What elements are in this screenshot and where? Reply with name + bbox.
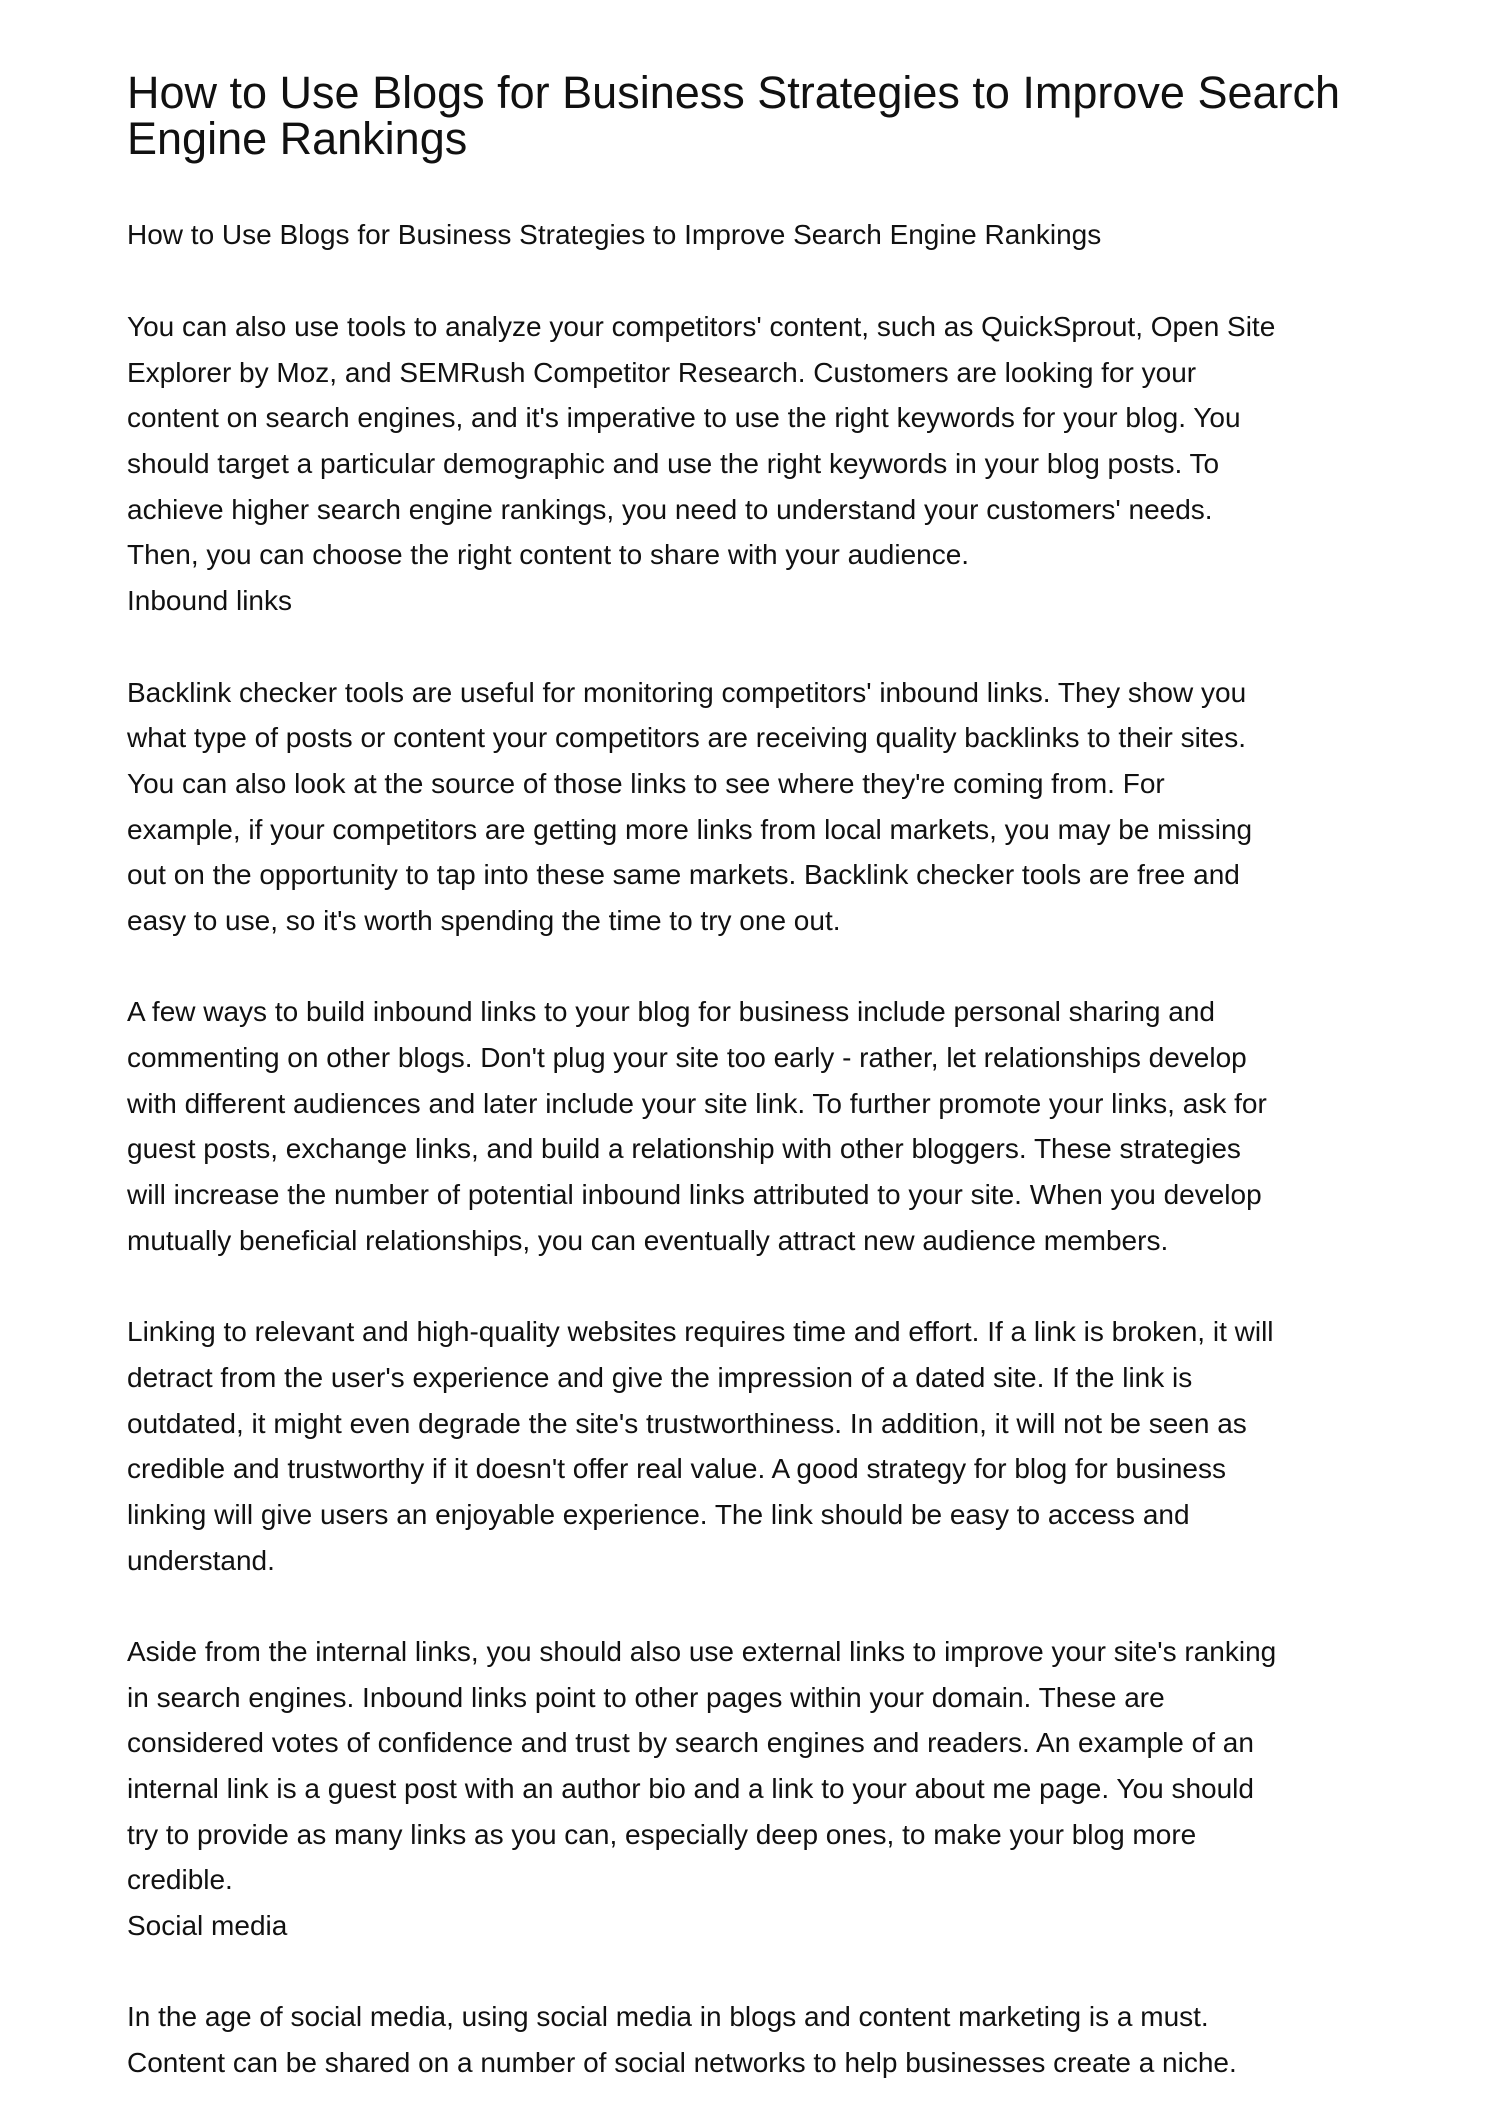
text-line: Content can be shared on a number of social networks to help businesses create a niche. — [127, 2047, 1237, 2079]
document-body — [127, 304, 1276, 2086]
text-line: Linking to relevant and high-quality websites requires time and effort. If a link is broken, it will — [127, 1316, 1274, 1348]
text-line: In the age of social media, using social media in blogs and content marketing is a must. — [127, 2001, 1209, 2033]
paragraph-spacer — [127, 624, 1276, 670]
document-title: How to Use Blogs for Business Strategies to Improve Search Engine Rankings — [127, 67, 1341, 164]
text-line: easy to use, so it's worth spending the time to try one out. — [127, 904, 841, 936]
text-line: credible and trustworthy if it doesn't offer real value. A good strategy for blog for business — [127, 1453, 1226, 1485]
text-line: Explorer by Moz, and SEMRush Competitor Research. Customers are looking for your — [127, 356, 1197, 388]
paragraph-spacer — [127, 1263, 1276, 1309]
text-line: out on the opportunity to tap into these same markets. Backlink checker tools are free and — [127, 859, 1240, 891]
text-line: guest posts, exchange links, and build a relationship with other bloggers. These strategies — [127, 1133, 1241, 1165]
text-line: try to provide as many links as you can, especially deep ones, to make your blog more — [127, 1818, 1197, 1850]
text-line: will increase the number of potential inbound links attributed to your site. When you develop — [127, 1179, 1262, 1211]
paragraph — [127, 304, 1276, 578]
document-subtitle: How to Use Blogs for Business Strategies to Improve Search Engine Rankings — [127, 219, 1102, 250]
text-line: example, if your competitors are getting more links from local markets, you may be missing — [127, 813, 1253, 845]
text-line: Inbound links — [127, 585, 293, 617]
text-line: content on search engines, and it's imperative to use the right keywords for your blog. You — [127, 402, 1241, 434]
text-line: Backlink checker tools are useful for monitoring competitors' inbound links. They show you — [127, 676, 1247, 708]
text-line: in search engines. Inbound links point to other pages within your domain. These are — [127, 1681, 1165, 1713]
text-line: understand. — [127, 1544, 275, 1576]
paragraph — [127, 1629, 1276, 1903]
paragraph — [127, 670, 1276, 944]
text-line: linking will give users an enjoyable experience. The link should be easy to access and — [127, 1498, 1190, 1530]
paragraph-spacer — [127, 944, 1276, 990]
text-line: mutually beneficial relationships, you can eventually attract new audience members. — [127, 1224, 1169, 1256]
text-line: Social media — [127, 1910, 288, 1942]
text-line: Aside from the internal links, you should also use external links to improve your site's ranking — [127, 1635, 1277, 1667]
section-heading — [127, 578, 1276, 624]
text-line: considered votes of confidence and trust by search engines and readers. An example of an — [127, 1727, 1254, 1759]
paragraph-spacer — [127, 1583, 1276, 1629]
paragraph — [127, 1309, 1276, 1583]
text-line: with different audiences and later include your site link. To further promote your links, ask for — [127, 1087, 1267, 1119]
text-line: what type of posts or content your competitors are receiving quality backlinks to their sites. — [127, 722, 1246, 754]
paragraph-spacer — [127, 1949, 1276, 1995]
text-line: A few ways to build inbound links to your blog for business include personal sharing and — [127, 996, 1215, 1028]
text-line: outdated, it might even degrade the site's trustworthiness. In addition, it will not be seen as — [127, 1407, 1247, 1439]
text-line: credible. — [127, 1864, 233, 1896]
text-line: should target a particular demographic and use the right keywords in your blog posts. To — [127, 448, 1220, 480]
section-heading — [127, 1903, 1276, 1949]
text-line: achieve higher search engine rankings, you need to understand your customers' needs. — [127, 493, 1213, 525]
text-line: detract from the user's experience and give the impression of a dated site. If the link is — [127, 1361, 1193, 1393]
text-line: You can also look at the source of those links to see where they're coming from. For — [127, 767, 1165, 799]
text-line: commenting on other blogs. Don't plug your site too early - rather, let relationships develop — [127, 1042, 1247, 1073]
text-line: internal link is a guest post with an author bio and a link to your about me page. You should — [127, 1773, 1254, 1804]
paragraph — [127, 1994, 1276, 2085]
text-line: Then, you can choose the right content to share with your audience. — [127, 539, 970, 571]
text-line: You can also use tools to analyze your competitors' content, such as QuickSprout, Open Site — [127, 311, 1276, 342]
paragraph — [127, 989, 1276, 1263]
